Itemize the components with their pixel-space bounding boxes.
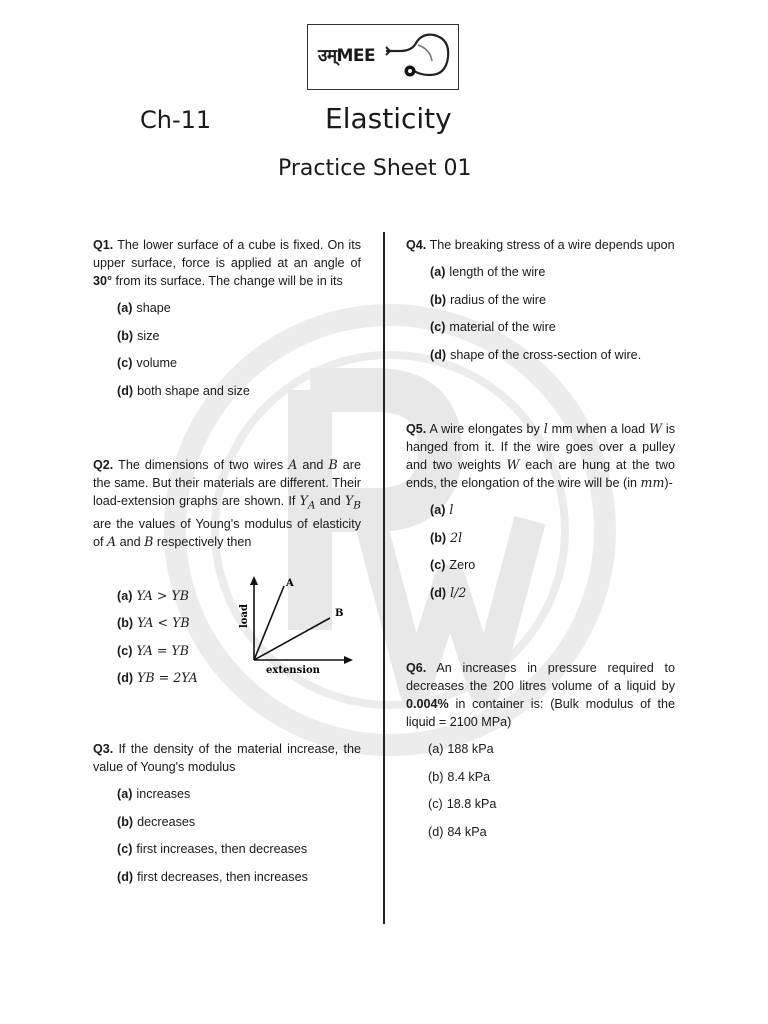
question-text: Q4. The breaking stress of a wire depends upon <box>406 238 675 252</box>
option[interactable]: (b) size <box>117 328 160 343</box>
option[interactable]: (c) material of the wire <box>430 320 556 334</box>
question-number: Q5. <box>406 422 427 436</box>
question-5 <box>406 420 675 611</box>
option[interactable]: (b) 2l <box>430 529 463 545</box>
option[interactable]: (a) 188 kPa <box>428 742 494 756</box>
option[interactable]: (d) both shape and size <box>117 383 250 398</box>
question-text: Q6. An increases in pressure required to decreases the 200 litres volume of a liquid by 0.004% in container is: (Bulk modulus of the liquid = 2100 MPa) <box>406 661 675 729</box>
option[interactable]: (d) 84 kPa <box>428 824 487 839</box>
option[interactable]: (b) 8.4 kPa <box>428 769 491 784</box>
question-text: Q2. The dimensions of two wires A and B are the same. But their materials are different. Their load-extension graphs are shown. If $Y_A$ and $Y_B$ are the values of Young's modulus of elasticity of A and B respectively then <box>93 457 361 549</box>
option[interactable]: (c) volume <box>117 356 178 370</box>
option[interactable]: (a) length of the wire <box>430 265 546 279</box>
options-list <box>406 740 675 841</box>
y-axis-arrow <box>250 576 258 585</box>
x-axis-arrow <box>344 656 353 664</box>
question-4 <box>406 236 675 373</box>
load-extension-graph <box>238 574 358 678</box>
question-text: Q5. A wire elongates by l mm when a load W is hanged from it. If the wire goes over a pulley and two weights W each are hung at the two ends, the elongation of the wire will be (in mm)- <box>406 421 676 490</box>
line-b <box>254 618 330 660</box>
option[interactable]: (c) YA = YB <box>117 642 189 658</box>
question-6 <box>406 659 675 850</box>
line-a-label: A <box>286 578 294 589</box>
option[interactable]: (d) YB = 2YA <box>117 670 198 686</box>
options-list <box>93 299 361 400</box>
option[interactable]: (a) increases <box>117 787 191 801</box>
question-text: Q3. If the density of the material increase, the value of Young's modulus <box>93 742 361 774</box>
option[interactable]: (c) first increases, then decreases <box>117 842 308 856</box>
option[interactable]: (a) shape <box>117 301 171 315</box>
option[interactable]: (a) YA > YB <box>117 587 189 603</box>
line-a <box>254 586 284 660</box>
question-number: Q4. <box>406 238 427 252</box>
line-b-label: B <box>335 608 344 619</box>
question-number: Q2. <box>93 458 114 472</box>
question-number: Q1. <box>93 238 114 252</box>
page-title: Elasticity <box>325 102 452 135</box>
option[interactable]: (d) first decreases, then increases <box>117 869 308 884</box>
y-axis-label: load <box>239 604 250 628</box>
x-axis-label: extension <box>266 665 320 676</box>
question-number: Q6. <box>406 661 427 675</box>
option[interactable]: (c) 18.8 kPa <box>428 797 497 811</box>
question-text: Q1. The lower surface of a cube is fixed. On its upper surface, force is applied at an angle of 30° from its surface. The change will be in its <box>93 238 361 288</box>
options-list <box>406 501 675 602</box>
question-number: Q3. <box>93 742 114 756</box>
option[interactable]: (b) YA < YB <box>117 615 190 631</box>
option[interactable]: (a) l <box>430 502 454 517</box>
logo-text: उम्MEE <box>318 46 376 66</box>
option[interactable]: (d) l/2 <box>430 584 467 600</box>
logo <box>307 24 459 90</box>
option[interactable]: (d) shape of the cross-section of wire. <box>430 347 642 362</box>
page-subtitle: Practice Sheet 01 <box>278 156 472 181</box>
option[interactable]: (b) radius of the wire <box>430 292 546 307</box>
column-divider <box>383 232 385 924</box>
options-list <box>93 785 361 886</box>
option[interactable]: (c) Zero <box>430 558 476 572</box>
question-1 <box>93 236 361 409</box>
options-list <box>406 263 675 364</box>
option[interactable]: (b) decreases <box>117 814 196 829</box>
question-3 <box>93 740 361 895</box>
chapter-label: Ch-11 <box>140 106 212 134</box>
